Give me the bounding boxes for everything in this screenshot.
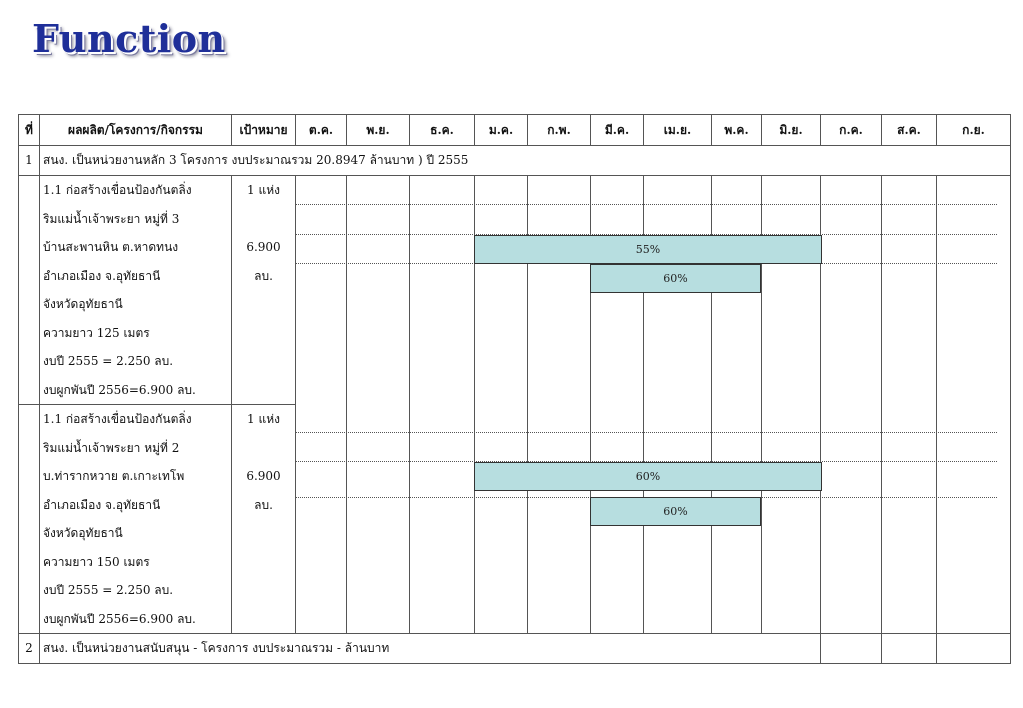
project-row xyxy=(19,176,1011,405)
section-row xyxy=(19,146,1011,176)
progress-bar: 60% xyxy=(590,264,761,293)
project-description: 1.1 ก่อสร้างเขื่อนป้องกันตลิ่ง ริมแม่น้ำเจ้าพระยา หมู่ที่ 3 บ้านสะพานหิน ต.หาดทนง อำเภอเมือง จ.อุทัยธานี จังหวัดอุทัยธานี ความยาว 125 เมตร งบปี 2555 = 2.250 ลบ. งบผูกพันปี 2556=6.900 ลบ. xyxy=(40,176,232,405)
col-jun: มิ.ย. xyxy=(762,115,821,146)
page-title: Function xyxy=(32,16,226,61)
col-dec: ธ.ค. xyxy=(410,115,475,146)
col-sep: ก.ย. xyxy=(937,115,1011,146)
col-jan: ม.ค. xyxy=(475,115,528,146)
col-mar: มี.ค. xyxy=(591,115,644,146)
col-aug: ส.ค. xyxy=(882,115,937,146)
col-target: เป้าหมาย xyxy=(232,115,296,146)
project-description: 1.1 ก่อสร้างเขื่อนป้องกันตลิ่ง ริมแม่น้ำเจ้าพระยา หมู่ที่ 2 บ.ท่ารากหวาย ต.เกาะเทโพ อำเภอเมือง จ.อุทัยธานี จังหวัดอุทัยธานี ความยาว 150 เมตร งบปี 2555 = 2.250 ลบ. งบผูกพันปี 2556=6.900 ลบ. xyxy=(40,405,232,634)
project-target: 1 แห่ง 6.900 ลบ. xyxy=(232,405,296,634)
progress-bar: 60% xyxy=(590,497,761,526)
section-row xyxy=(19,634,1011,664)
col-no: ที่ xyxy=(19,115,40,146)
project-target: 1 แห่ง 6.900 ลบ. xyxy=(232,176,296,405)
progress-bar: 60% xyxy=(474,462,822,491)
col-jul: ก.ค. xyxy=(821,115,882,146)
section-title: สนง. เป็นหน่วยงานสนับสนุน - โครงการ งบประมาณรวม - ล้านบาท xyxy=(40,634,821,664)
col-oct: ต.ค. xyxy=(296,115,347,146)
row-divider xyxy=(295,204,997,205)
project-row xyxy=(19,405,1011,634)
section-title: สนง. เป็นหน่วยงานหลัก 3 โครงการ งบประมาณรวม 20.8947 ล้านบาท ) ปี 2555 xyxy=(40,146,1011,176)
col-project: ผลผลิต/โครงการ/กิจกรรม xyxy=(40,115,232,146)
section-number: 2 xyxy=(19,634,40,664)
col-apr: เม.ย. xyxy=(644,115,712,146)
project-schedule-table xyxy=(18,114,1011,664)
section-number: 1 xyxy=(19,146,40,176)
row-divider xyxy=(295,432,997,433)
col-feb: ก.พ. xyxy=(528,115,591,146)
col-nov: พ.ย. xyxy=(347,115,410,146)
header-row xyxy=(19,115,1011,146)
progress-bar: 55% xyxy=(474,235,822,264)
col-may: พ.ค. xyxy=(712,115,762,146)
